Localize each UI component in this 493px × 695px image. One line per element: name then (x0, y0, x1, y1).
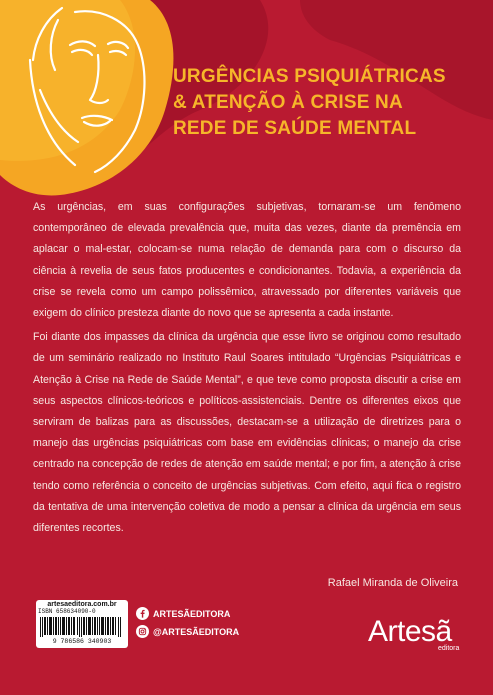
synopsis-paragraph-2: Foi diante dos impasses da clínica da urgência que esse livro se originou como resultado de um seminário realizado no Instituto Raul Soares intitulado “Urgências Psiquiátricas e Atenção à Crise na Rede de Saúde Mental”, e que teve como proposta discutir a crise em seus aspectos clínicos-teóricos e políticos-assistenciais. Dentre os diferentes eixos que serviram de balizas para as discussões, destacam-se a utilização de diretrizes para o manejo das urgências psiquiátricas com base em evidências clínicas; o manejo da crise centrado na concepção de redes de atenção em saúde mental; e por fim, a atenção à crise tendo como referência o conceito de urgências subjetivas. Com efeito, aqui fica o registro da tentativa de uma intervenção coletiva de modo a pensar a clínica da urgência em seus diferentes recortes. (33, 331, 461, 535)
barcode-url: artesaeditora.com.br (47, 601, 117, 608)
synopsis (33, 197, 461, 542)
instagram-icon (136, 625, 149, 638)
barcode-number: 9 786586 340903 (52, 638, 112, 645)
publisher-logo: Artesã (368, 615, 452, 648)
facebook-handle: ARTESÃEDITORA (153, 608, 231, 619)
title-line-1: URGÊNCIAS PSIQUIÁTRICAS (173, 66, 446, 87)
title-line-3: REDE DE SAÚDE MENTAL (173, 118, 417, 139)
title-ampersand: & (173, 92, 187, 113)
publisher-logo-sub: editora (438, 645, 460, 652)
title-line-2-text: ATENÇÃO À CRISE NA (186, 92, 403, 113)
book-title (173, 64, 473, 142)
title-line-2 (173, 90, 473, 116)
social-instagram (136, 625, 239, 638)
instagram-handle: @ARTESÃEDITORA (153, 626, 240, 637)
social-facebook (136, 607, 230, 620)
synopsis-paragraph-1: As urgências, em suas configurações subjetivas, tornaram-se um fenômeno contemporâneo de elevada prevalência que, muita das vezes, diante da premência em aplacar o mal-estar, colocam-se numa relação de demanda para com o discurso da ciência à revelia de seus fatos producentes e condicionantes. Todavia, a experiência da crise se revela como um campo polissêmico, atravessado por diferentes variáveis que exigem do clínico presteza diante do novo que se apresenta a cada instante. (33, 201, 461, 320)
barcode-bars (40, 617, 124, 637)
author-name: Rafael Miranda de Oliveira (327, 577, 458, 589)
isbn-label: ISBN 658634090-0 (38, 608, 96, 615)
facebook-icon (136, 607, 149, 620)
